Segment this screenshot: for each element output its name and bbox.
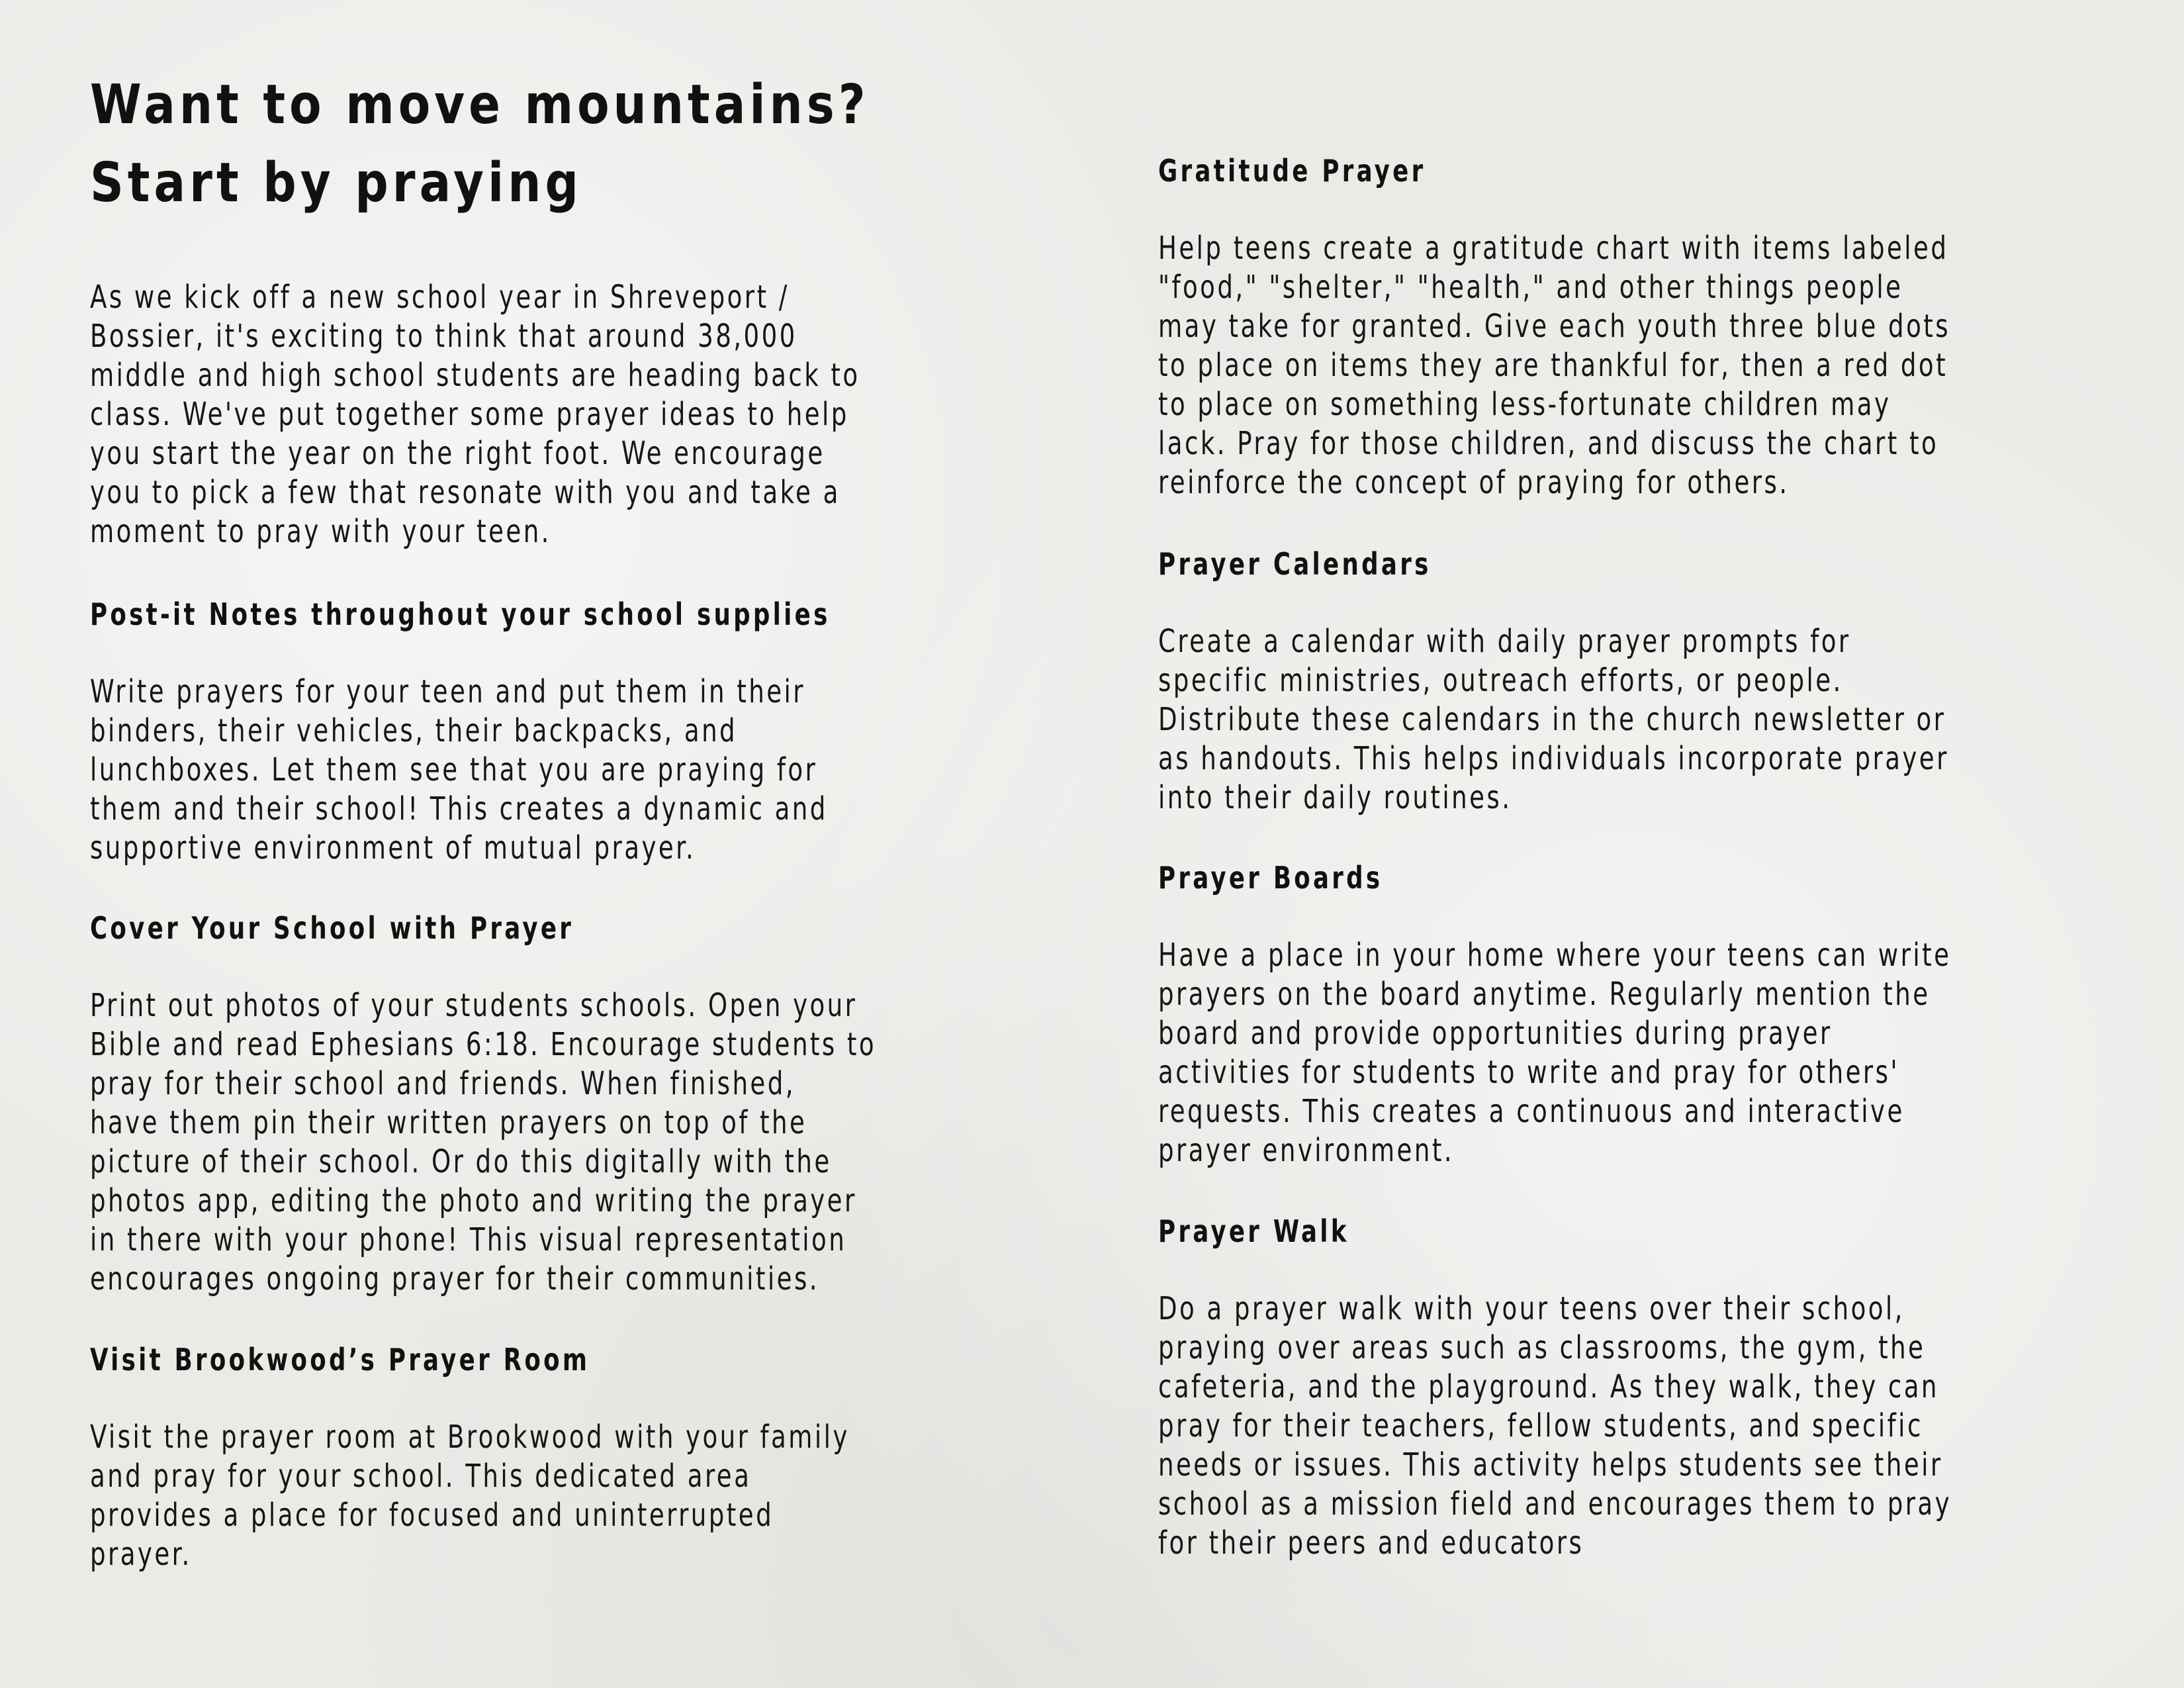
text-line: Have a place in your home where your teens can write <box>1158 937 1952 974</box>
text-line: specific ministries, outreach efforts, or people. <box>1158 662 1843 699</box>
text-line: encourages ongoing prayer for their communities. <box>90 1260 819 1297</box>
section-heading-prayer-room: Visit Brookwood’s Prayer Room <box>90 1342 590 1378</box>
section-heading-prayer-calendars: Prayer Calendars <box>1158 546 1432 582</box>
text-line: in there with your phone! This visual representation <box>90 1221 847 1258</box>
text-line: as handouts. This helps individuals incorporate prayer <box>1158 740 1949 777</box>
text-line: lack. Pray for those children, and discuss the chart to <box>1158 425 1939 462</box>
text-line: into their daily routines. <box>1158 779 1512 816</box>
text-line: Distribute these calendars in the church newsletter or <box>1158 701 1946 738</box>
intro-paragraph <box>90 278 860 551</box>
section-body-gratitude-prayer <box>1158 229 1950 502</box>
text-line: requests. This creates a continuous and interactive <box>1158 1093 1905 1130</box>
text-line: activities for students to write and pray for others' <box>1158 1054 1900 1091</box>
section-body-prayer-room <box>90 1418 850 1574</box>
text-line: them and their school! This creates a dynamic and <box>90 790 828 827</box>
text-line: Do a prayer walk with your teens over their school, <box>1158 1290 1905 1327</box>
text-line: you to pick a few that resonate with you and take a <box>90 474 841 511</box>
section-body-cover-your-school <box>90 986 876 1299</box>
text-line: Bossier, it's exciting to think that around 38,000 <box>90 318 797 355</box>
text-line: to place on items they are thankful for, then a red dot <box>1158 347 1948 384</box>
text-line: prayer. <box>90 1536 192 1573</box>
section-heading-gratitude-prayer: Gratitude Prayer <box>1158 153 1426 189</box>
section-heading-prayer-boards: Prayer Boards <box>1158 860 1383 896</box>
text-line: and pray for your school. This dedicated area <box>90 1458 752 1495</box>
title-line: Start by praying <box>90 152 582 214</box>
text-line: Visit the prayer room at Brookwood with your family <box>90 1419 850 1456</box>
section-body-post-it-notes <box>90 673 828 868</box>
section-heading-post-it-notes: Post-it Notes throughout your school supplies <box>90 596 831 632</box>
text-line: reinforce the concept of praying for others. <box>1158 464 1790 501</box>
text-line: pray for their school and friends. When finished, <box>90 1065 796 1102</box>
text-line: to place on something less-fortunate children may <box>1158 386 1891 423</box>
text-line: moment to pray with your teen. <box>90 513 551 550</box>
title-line: Want to move mountains? <box>90 73 870 136</box>
text-line: binders, their vehicles, their backpacks, and <box>90 712 738 749</box>
section-heading-cover-your-school: Cover Your School with Prayer <box>90 910 574 946</box>
text-line: picture of their school. Or do this digitally with the <box>90 1143 832 1180</box>
text-line: class. We've put together some prayer ideas to help <box>90 396 849 433</box>
text-line: have them pin their written prayers on top of the <box>90 1104 807 1141</box>
text-line: cafeteria, and the playground. As they walk, they can <box>1158 1368 1939 1405</box>
text-line: school as a mission field and encourages them to pray <box>1158 1485 1952 1523</box>
text-line: As we kick off a new school year in Shreveport / <box>90 279 790 316</box>
text-line: Help teens create a gratitude chart with items labeled <box>1158 230 1949 267</box>
text-line: prayer environment. <box>1158 1132 1455 1169</box>
text-line: may take for granted. Give each youth three blue dots <box>1158 308 1951 345</box>
text-line: you start the year on the right foot. We encourage <box>90 435 825 472</box>
text-line: supportive environment of mutual prayer. <box>90 829 696 867</box>
text-line: provides a place for focused and uninterrupted <box>90 1497 774 1534</box>
section-body-prayer-boards <box>1158 936 1951 1170</box>
section-heading-prayer-walk: Prayer Walk <box>1158 1213 1349 1249</box>
text-line: for their peers and educators <box>1158 1524 1584 1562</box>
text-line: pray for their teachers, fellow students, and specific <box>1158 1407 1923 1444</box>
text-line: praying over areas such as classrooms, the gym, the <box>1158 1329 1926 1366</box>
text-line: Bible and read Ephesians 6:18. Encourage students to <box>90 1026 877 1063</box>
text-line: Create a calendar with daily prayer prompts for <box>1158 623 1851 660</box>
section-body-prayer-calendars <box>1158 622 1949 818</box>
text-line: board and provide opportunities during prayer <box>1158 1015 1833 1052</box>
text-line: photos app, editing the photo and writing the prayer <box>90 1182 857 1219</box>
text-line: Print out photos of your students schools. Open your <box>90 987 858 1024</box>
text-line: middle and high school students are heading back to <box>90 357 860 394</box>
page-title <box>90 66 870 222</box>
section-body-prayer-walk <box>1158 1289 1952 1563</box>
text-line: needs or issues. This activity helps students see their <box>1158 1446 1943 1483</box>
text-line: prayers on the board anytime. Regularly mention the <box>1158 976 1931 1013</box>
text-line: Write prayers for your teen and put them in their <box>90 673 805 710</box>
text-line: lunchboxes. Let them see that you are praying for <box>90 751 818 788</box>
text-line: "food," "shelter," "health," and other things people <box>1158 269 1903 306</box>
